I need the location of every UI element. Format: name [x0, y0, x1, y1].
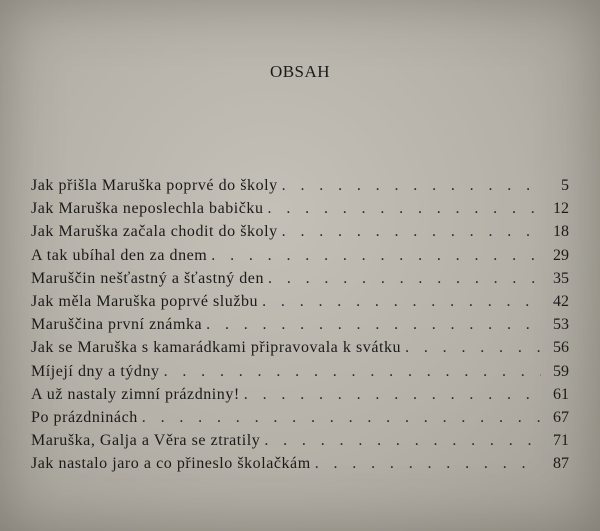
- toc-entry-title: Jak přišla Maruška poprvé do školy: [31, 177, 278, 194]
- toc-entry-page: 56: [553, 339, 569, 357]
- toc-entry-title: Míjejí dny a týdny: [31, 362, 160, 380]
- dot-leader: [315, 452, 541, 475]
- toc-entry: [31, 452, 569, 475]
- toc-entry-title: Jak nastalo jaro a co přineslo školačkám: [31, 455, 311, 473]
- toc-entry: [31, 313, 569, 336]
- toc-entry-page: 87: [553, 455, 569, 473]
- table-of-contents: [31, 174, 569, 475]
- dot-leader: [264, 429, 541, 452]
- dot-leader: [282, 174, 541, 197]
- toc-entry-page: 12: [553, 200, 569, 218]
- toc-entry: [31, 383, 569, 406]
- toc-entry: [31, 290, 569, 313]
- toc-entry-title: Maruščin nešťastný a šťastný den: [31, 269, 265, 287]
- dot-leader: [405, 336, 541, 359]
- toc-entry-page: 53: [553, 316, 569, 334]
- toc-entry-page: 59: [553, 362, 569, 380]
- toc-entry: [31, 267, 569, 290]
- toc-entry-title: Jak měla Maruška poprvé službu: [31, 292, 259, 310]
- toc-entry-title: Jak Maruška začala chodit do školy: [31, 223, 278, 241]
- dot-leader: [262, 290, 541, 313]
- toc-entry-page: 71: [553, 432, 569, 450]
- toc-entry-page: 35: [553, 269, 569, 287]
- contents-heading: OBSAH: [269, 62, 331, 81]
- toc-entry: [31, 406, 569, 429]
- dot-leader: [268, 267, 541, 290]
- toc-entry-title: Maruščina první známka: [31, 316, 203, 334]
- dot-leader: [244, 383, 541, 406]
- toc-entry-title: A tak ubíhal den za dnem: [31, 246, 208, 264]
- toc-entry: [31, 220, 569, 243]
- toc-entry: [31, 197, 569, 220]
- toc-entry-title: Jak se Maruška s kamarádkami připravovala k svátku: [31, 339, 402, 357]
- toc-entry-title: Jak Maruška neposlechla babičku: [31, 200, 264, 218]
- toc-entry-title: Po prázdninách: [31, 408, 138, 426]
- toc-entry-title: A už nastaly zimní prázdniny!: [31, 385, 240, 403]
- toc-entry: [31, 336, 569, 359]
- dot-leader: [211, 244, 541, 267]
- dot-leader: [164, 360, 541, 383]
- toc-entry-page: 61: [553, 385, 569, 403]
- dot-leader: [206, 313, 541, 336]
- dot-leader: [268, 197, 541, 220]
- toc-entry: [31, 360, 569, 383]
- toc-entry-page: 5: [561, 177, 569, 194]
- dot-leader: [142, 406, 541, 429]
- toc-entry-page: 67: [553, 408, 569, 426]
- dot-leader: [282, 220, 541, 243]
- toc-entry: [31, 244, 569, 267]
- toc-entry: [31, 429, 569, 452]
- toc-entry-title: Maruška, Galja a Věra se ztratily: [31, 432, 261, 450]
- toc-entry: [31, 174, 569, 197]
- toc-entry-page: 18: [553, 223, 569, 241]
- toc-entry-page: 42: [553, 292, 569, 310]
- toc-entry-page: 29: [553, 246, 569, 264]
